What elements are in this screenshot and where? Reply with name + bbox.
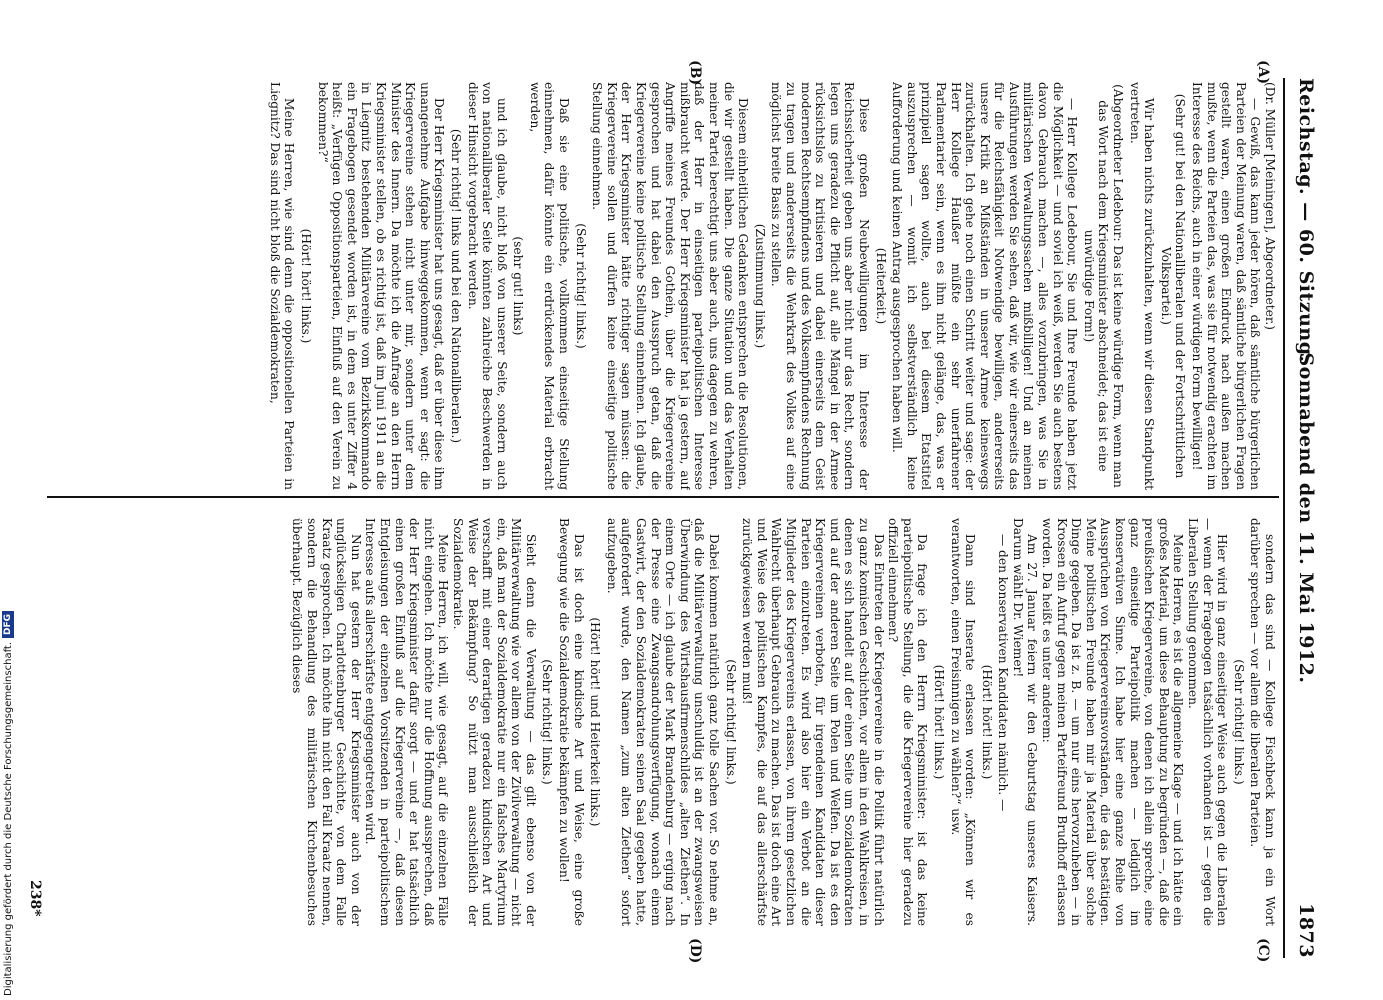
interjection: (Hört! hört! und Heiterkeit links.)	[588, 617, 603, 827]
paragraph: Am 27. Januar feiern wir den Geburtstag unseres Kaisers. Darum wählt Dr. Wiemer!	[1010, 518, 1040, 926]
marker-c: (C)	[1255, 938, 1271, 963]
interjection: (sehr gut! links)	[511, 236, 526, 336]
interjection: (Abgeordneter Ledebour: Das ist keine würdige Form, wenn man das Wort nach dem Kriegsminister abschneidet; das ist eine unwürdige Form!)	[1081, 84, 1126, 488]
paragraph: Dann sind Inserate erlassen worden: „Können wir es verantworten, einen Freisinnigen zu wählen?“ usw.	[948, 518, 978, 926]
paragraph: — Herr Kollege Ledebour, Sie und Ihre Freunde haben jetzt die Möglichkeit — und soviel ich weiß, werden Sie auch bestens davon Gebrauch machen —, alles vorzubringen, was Sie in militärischen Verwaltungssachen mißbilligen! Und an meinen Ausführungen werden Sie sehen, daß wir, wie wir einerseits das für die Reichsfähigkeit Notwendige bewilligen, andererseits unsere Kritik an Mißständen in unserer Armee keineswegs zurückhalten. Ich gehe noch einen Schritt weiter und sage: der Herr Kollege Haußer müßte ein sehr unerfahrener Parlamentarier sein, wenn es ihm nicht gelänge, das, was er prinzipiell sagen wollte, auch bei diesem Etatstitel auszusprechen — womit ich selbstverständlich keine Aufforderung und keinen Antrag ausgesprochen haben will.	[890, 82, 1080, 490]
paragraph: Meine Herren, es ist die allgemeine Klage — und ich hätte ein großes Material, um diese Behauptung zu begründen —, daß die preußischen Kriegervereine, von denen ich allein spreche, eine ganz einseitige Parteipolitik machen — lediglich im konservativen Sinne. Ich habe hier eine ganze Reihe von Aussprüchen von Kriegervereinsvorständen, die das bestätigen. Meine politischen Freunde haben mir ja Material über solche Dinge gegeben. Da ist z. B. — um nur eins hervorzuheben — in Krossen ein Aufruf gegen meinen Parteifreund Brudhoff erlassen worden. Da heißt es unter anderem:	[1040, 518, 1186, 926]
paragraph: Der Herr Kriegsminister hat uns gesagt, daß er über diese ihm unangenehme Aufgabe hinweggekommen, wenn er sagt: die Kriegervereine stehen nicht unter mir, sondern unter dem Minister des Innern. Da möchte ich die Anfrage an den Herrn Kriegsminister stellen, ob es richtig ist, daß im Juni 1911 an die in Liegnitz bestehenden Militärvereine vom Bezirkskommando ein Fragebogen gesendet worden ist, in dem es unter Ziffer 4 heißt: „Verfügen Oppositionsparteien, Einfluß auf den Verein zu bekommen?“	[315, 82, 447, 490]
interjection: (Hört! hört! links.)	[299, 228, 313, 344]
header-date: Sonnabend den 11. Mai 1912.	[1295, 352, 1317, 684]
interjection: (Sehr gut! bei den Nationalliberalen und der Fortschrittlichen Volkspartei.)	[1158, 93, 1188, 479]
interjection: (Sehr richtig! links.)	[1231, 659, 1246, 785]
interjection: (Sehr richtig! links.)	[723, 659, 738, 785]
right-column	[37, 518, 1277, 926]
paragraph: Sieht denn die Verwaltung — das gilt ebenso von der Militärverwaltung wie vor allem von der Zivilverwaltung — nicht ein, daß man der Sozialdemokratie nur ein falsches Martyrium verschafft mit einer derartigen geradezu kindischen Art und Weise der Bekämpfung? So nützt man ausschließlich der Sozialdemokratie.	[450, 518, 538, 926]
interjection: (Hört! hört! links.)	[931, 664, 946, 780]
paragraph: Da frage ich den Herrn Kriegsminister: ist das keine parteipolitische Stellung, die die Kriegervereine hier geradezu offiziell einnehmen?	[886, 518, 930, 926]
credit-text: Digitalisierung gefördert durch die Deutsche Forschungsgemeinschaft.	[2, 641, 14, 996]
interjection: (Hört! hört! links.)	[979, 664, 994, 780]
paragraph: sondern das sind — Kollege Fischbeck kann ja ein Wort darüber sprechen — vor allem die liberalen Parteien.	[1248, 518, 1277, 926]
digitization-credit	[2, 611, 14, 996]
paragraph: — Gewiß, das kann jeder hören, daß sämtliche bürgerlichen Parteien der Meinung waren, daß sämtliche bürgerlichen Fragen gestellt waren, einen großen Eindruck nach außen machen mußte, wenn die Parteien das, was sie für notwendig erachten im Interesse des Reichs, auch in einer würdigen Form bewilligen!	[1190, 82, 1263, 490]
left-column	[37, 82, 1277, 490]
interjection: (Sehr richtig! links.)	[573, 223, 588, 349]
page-header	[1283, 78, 1329, 958]
paragraph: Wir haben nichts zurückzuhalten, wenn wir diesen Standpunkt vertreten.	[1127, 82, 1157, 490]
signature-mark: 238*	[27, 880, 43, 917]
paragraph: Meine Herren, ich will, wie gesagt, auf die einzelnen Fälle nicht eingehen. Ich möchte nur die Hoffnung aussprechen, daß der Herr Kriegsminister dafür sorgt — und er hat tatsächlich einen großen Einfluß auf die Kriegervereine —, daß diesen Entgleisungen der einzelnen Vorsitzenden in parteipolitischem Interesse aufs allerschärfste entgegengetreten wird.	[363, 518, 451, 926]
paragraph: Dabei kommen natürlich ganz tolle Sachen vor. So nehme an, daß die Militärverwaltung unschuldig ist an der zwangsweisen Überwindung des Wirtshausfirmenschildes „alten Ziethen“. In einem Orte — ich glaube der Mark Brandenburg — erging nach der Presse eine Zwangsandrohungsverfügung, wonach einem Gastwirt, der den Sozialdemokraten seinen Saal gegeben hatte, aufgefordert wurde, den Namen „zum alten Ziethen“ sofort aufzugeben.	[604, 518, 722, 926]
interjection: (Heiterkeit.)	[873, 247, 888, 325]
paragraph: Hier wird in ganz einseitiger Weise auch gegen die Liberalen — wenn der Fragebogen tatsächlich vorhanden ist — gegen die Liberalen Stellung genommen.	[1186, 518, 1230, 926]
marker-d: (D)	[687, 938, 703, 964]
interjection: (Sehr richtig! links.)	[540, 659, 555, 785]
header-left: Reichstag. — 60. Sitzung.	[1295, 78, 1317, 363]
paragraph: Meine Herren, wie sind denn die oppositionellen Parteien in Liegnitz? Das sind nicht bloß die Sozialdemokraten,	[267, 82, 297, 490]
column-divider	[47, 496, 1279, 498]
speaker-line: (Dr. Müller [Meiningen], Abgeordneter.)	[1263, 82, 1277, 330]
paragraph: Diesem einheitlichen Gedanken entsprechen die Resolutionen, die wir gestellt haben. Die ganze Situation und das Verhalten meiner Partei berechtigt uns aber auch, uns dagegen zu wehren, daß der Herr in einseitigen parteipolitischen Interesse mißbraucht werde. Der Herr Kriegsminister hat ja gestern, auf Angriffe meines Freundes Gothein, über die Kriegervereine gesprochen und hat dabei den Ausspruch getan, daß die Kriegervereine keine politische Stellung einnehmen. Ich glaube, der Herr Kriegsminister hätte richtiger sagen müssen: die Kriegervereine sollen und dürfen keine einseitige politische Stellung einnehmen.	[590, 82, 751, 490]
marker-b: (B)	[687, 60, 703, 86]
interjection: (Sehr richtig! links und bei den Nationalliberalen.)	[448, 128, 463, 444]
paragraph: Daß sie eine politische, vollkommen einseitige Stellung einnehmen, dafür könnte ein erdrückendes Material erbracht werden,	[527, 82, 572, 490]
paragraph: Diese großen Neubewilligungen im Interesse der Reichssicherheit geben uns aber nicht nur das Recht, sondern legen uns geradezu die Pflicht auf, alle Mängel in der Armee rücksichtslos zu kritisieren und dabei einerseits dem Geist modernen Rechtsempfindens und des Volksempfindens Rechnung zu tragen und andererseits die Wehrkraft des Volkes auf eine möglichst breite Basis zu stellen.	[769, 82, 871, 490]
page-number: 1873	[1295, 903, 1317, 958]
paragraph: und ich glaube, nicht bloß von unserer Seite, sondern auch von nationalliberaler Seite könnten zahlreiche Beschwerden in dieser Hinsicht vorgebracht werden.	[465, 82, 509, 490]
dfg-logo: DFG	[2, 611, 14, 638]
paragraph: — den konservativen Kandidaten nämlich. —	[996, 534, 1011, 812]
paragraph: Nun hat gestern der Herr Kriegsminister auch von der unglückseligen Charlottenburger Geschichte, von dem Falle Kraatz gesprochen. Ich möchte ihn nicht den Fall Kraatz nennen, sondern die Behandlung des militärischen Kirchenbesuches überhaupt. Bezüglich dieses	[290, 518, 363, 926]
paragraph: Das ist doch eine kindische Art und Weise, eine große Bewegung wie die Sozialdemokratie bekämpfen zu wollen!	[557, 518, 586, 926]
paragraph: Das Eintreten der Kriegervereine in die Politik führt natürlich zu ganz komischen Geschichten, vor allem in den Wahlkreisen, in denen es sich handelt auf der einen Seite um Sozialdemokraten und auf der anderen Seite um Polen und Welfen. Da ist es den Kriegervereinen verboten, für irgendeinen Kandidaten dieser Parteien einzutreten. Es wird also hier ein Verbot an die Mitglieder des Kriegervereins erlassen, von ihrem gesetzlichen Wahlrecht überhaupt Gebrauch zu machen. Das ist doch eine Art und Weise des politischen Kampfes, die auf das allerschärfste zurückgewiesen werden muß!	[740, 518, 886, 926]
marker-a: (A)	[1255, 60, 1271, 85]
interjection: (Zustimmung links.)	[752, 223, 767, 349]
